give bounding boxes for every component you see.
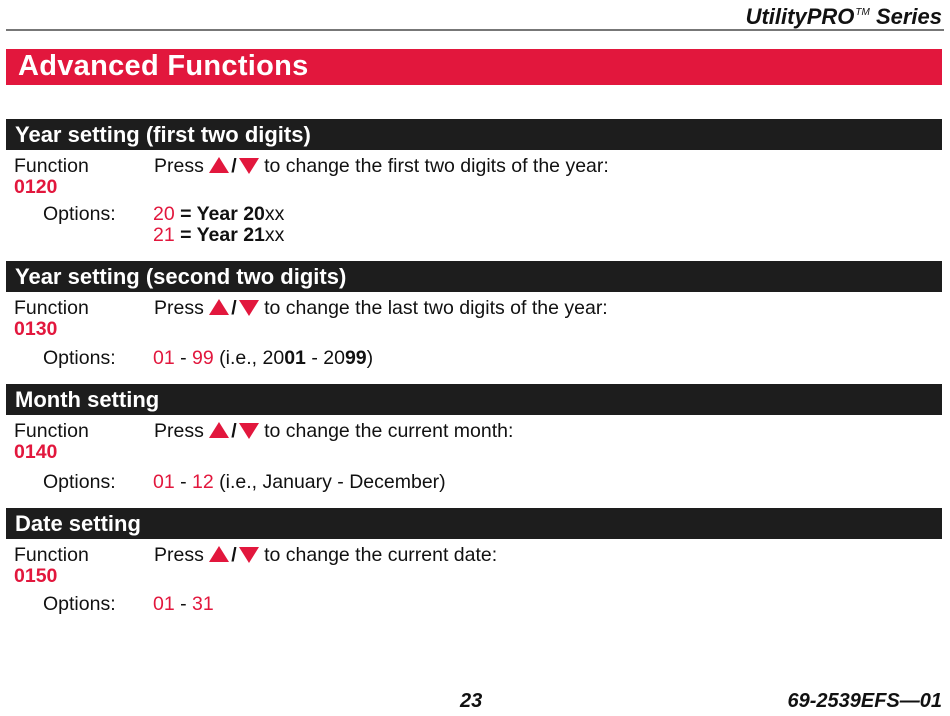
section-title: Year setting (second two digits) [6, 261, 942, 292]
page-number: 23 [460, 690, 483, 712]
function-code: 0140 [14, 441, 58, 463]
instruction: Press / to change the current date: [154, 544, 498, 566]
document-number: 69-2539EFS—01 [787, 690, 942, 712]
options-label: Options: [43, 203, 116, 225]
up-triangle-icon [209, 422, 229, 438]
function-label: Function [14, 420, 89, 442]
option-value: 20 = Year 20xx [153, 203, 285, 225]
instruction: Press / to change the first two digits of the year: [154, 155, 609, 177]
down-triangle-icon [239, 423, 259, 439]
section-date [6, 508, 942, 615]
instruction: Press / to change the last two digits of the year: [154, 297, 608, 319]
series-title: UtilityPRO™ Series [745, 4, 942, 29]
option-range: 01 - 99 (i.e., 2001 - 2099) [153, 347, 374, 369]
up-triangle-icon [209, 157, 229, 173]
option-range: 01 - 12 (i.e., January - December) [153, 471, 446, 493]
down-triangle-icon [239, 158, 259, 174]
instruction: Press / to change the current month: [154, 420, 514, 442]
section-month [6, 384, 942, 493]
up-triangle-icon [209, 546, 229, 562]
up-triangle-icon [209, 299, 229, 315]
options-label: Options: [43, 471, 116, 493]
section-year-second [6, 261, 942, 369]
function-label: Function [14, 544, 89, 566]
section-title: Month setting [6, 384, 942, 415]
function-label: Function [14, 297, 89, 319]
section-title: Date setting [6, 508, 942, 539]
option-value: 21 = Year 21xx [153, 224, 285, 246]
down-triangle-icon [239, 300, 259, 316]
option-range: 01 - 31 [153, 593, 214, 615]
function-code: 0150 [14, 565, 58, 587]
header-rule [6, 29, 944, 31]
function-code: 0120 [14, 176, 58, 198]
function-code: 0130 [14, 318, 58, 340]
options-label: Options: [43, 347, 116, 369]
section-title: Year setting (first two digits) [6, 119, 942, 150]
down-triangle-icon [239, 547, 259, 563]
function-label: Function [14, 155, 89, 177]
options-label: Options: [43, 593, 116, 615]
section-year-first [6, 119, 942, 246]
page-banner [6, 49, 942, 85]
page-title: Advanced Functions [18, 50, 309, 82]
